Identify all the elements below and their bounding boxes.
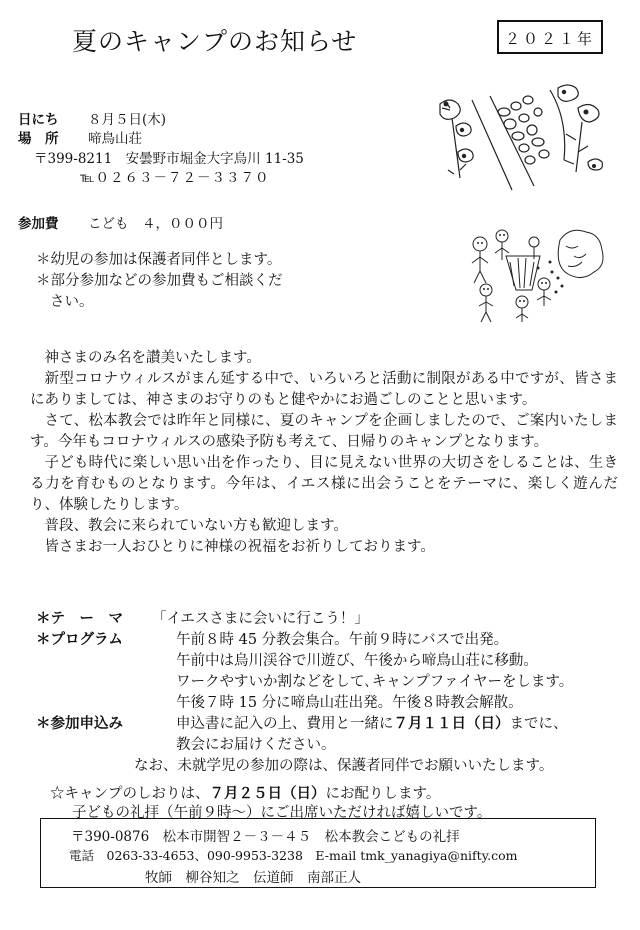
contact-box xyxy=(40,818,596,888)
contact-phone-email: 電話 0263-33-4653、090-9953-3238 E-mail tmk_yanagiya@nifty.com xyxy=(69,848,518,863)
apply-text: 申込書に記入の上、費用と一緒に xyxy=(176,716,394,732)
apply-deadline: ７月１１日（日） xyxy=(393,715,510,732)
contact-address: 〒390-0876 松本市開智２－３－４５ 松本教会こどもの礼拝 xyxy=(71,829,460,845)
body-paragraph: 子ども時代に楽しい思い出を作ったり、目に見えない世界の大切さをしることは、生きる力を育むものとなります。今年は、イエス様に出会うことをテーマに、楽しく遊んだり、体験したりします。 xyxy=(30,455,618,513)
guide-text: ☆キャンプのしおりは、 xyxy=(50,786,210,802)
apply-label: ＊参加申込み xyxy=(36,715,123,732)
fee-label: 参加費 xyxy=(18,216,59,232)
program-label: ＊プログラム xyxy=(36,631,123,648)
body-paragraph: 普段、教会に来られていない方も歓迎します。 xyxy=(44,518,348,534)
place-value: 啼鳥山荘 xyxy=(88,131,142,147)
apply-line xyxy=(176,712,568,733)
guide-line-2: 子どもの礼拝（午前９時～）にご出席いただければ嬉しいです。 xyxy=(72,805,492,821)
guide-date: ７月２５日（日） xyxy=(209,785,326,802)
guide-line-1 xyxy=(50,782,440,803)
body-paragraph: 皆さまお一人おひとりに神様の祝福をお祈りしております。 xyxy=(44,539,435,555)
body-paragraph: さて、松本教会では昨年と同様に、夏のキャンプを企画しましたので、ご案内いたします。今年もコロナウィルスの感染予防も考えて、日帰りのキャンプとなります。 xyxy=(30,413,618,450)
apply-line-2: 教会にお届けください。 xyxy=(176,737,336,753)
year-box: ２０２１年 xyxy=(497,20,603,54)
phone-number: ℡０２６３－７２－３３７０ xyxy=(80,170,270,186)
program-line: ワークやすいか割などをして､キャンプファイヤーをします。 xyxy=(176,674,574,690)
apply-text-end: までに、 xyxy=(509,716,568,732)
fee-value: こども ４，０００円 xyxy=(88,216,223,232)
place-label: 場 所 xyxy=(18,131,59,147)
fee-note-1: ＊幼児の参加は保護者同伴とします。 xyxy=(36,252,282,268)
page-title: 夏のキャンプのお知らせ xyxy=(72,27,358,56)
program-line: 午前８時 45 分教会集合。午前９時にバスで出発。 xyxy=(176,632,509,648)
guide-text-end: にお配りします。 xyxy=(325,786,441,802)
contact-staff: 牧師 柳谷知之 伝道師 南部正人 xyxy=(145,870,361,886)
program-line: 午前中は烏川渓谷で川遊び、午後から啼鳥山荘に移動。 xyxy=(176,653,538,669)
body-paragraph: 神さまのみ名を讃美いたします。 xyxy=(44,350,261,366)
body-paragraph: 新型コロナウィルスがまん延する中で、いろいろと活動に制限がある中ですが、皆さまにありましては、神さまのお守りのもと健やかにお過ごしのことと思います。 xyxy=(30,371,618,408)
fee-note-3: さい。 xyxy=(50,294,94,310)
date-value: ８月５日(木) xyxy=(88,112,167,128)
date-label: 日にち xyxy=(18,112,59,128)
program-line: 午後７時 15 分に啼鳥山荘出発。午後８時教会解散。 xyxy=(176,695,523,711)
fee-note-2: ＊部分参加などの参加費もご相談くだ xyxy=(36,273,283,289)
theme-value: 「イエスさまに会いに行こう！」 xyxy=(152,611,369,627)
postal-address: 〒399-8211 安曇野市堀金大字烏川 11-35 xyxy=(34,151,304,167)
apply-note: なお、未就学児の参加の際は、保護者同伴でお願いいたします。 xyxy=(134,758,554,774)
theme-label: ＊テ ー マ xyxy=(36,610,123,627)
